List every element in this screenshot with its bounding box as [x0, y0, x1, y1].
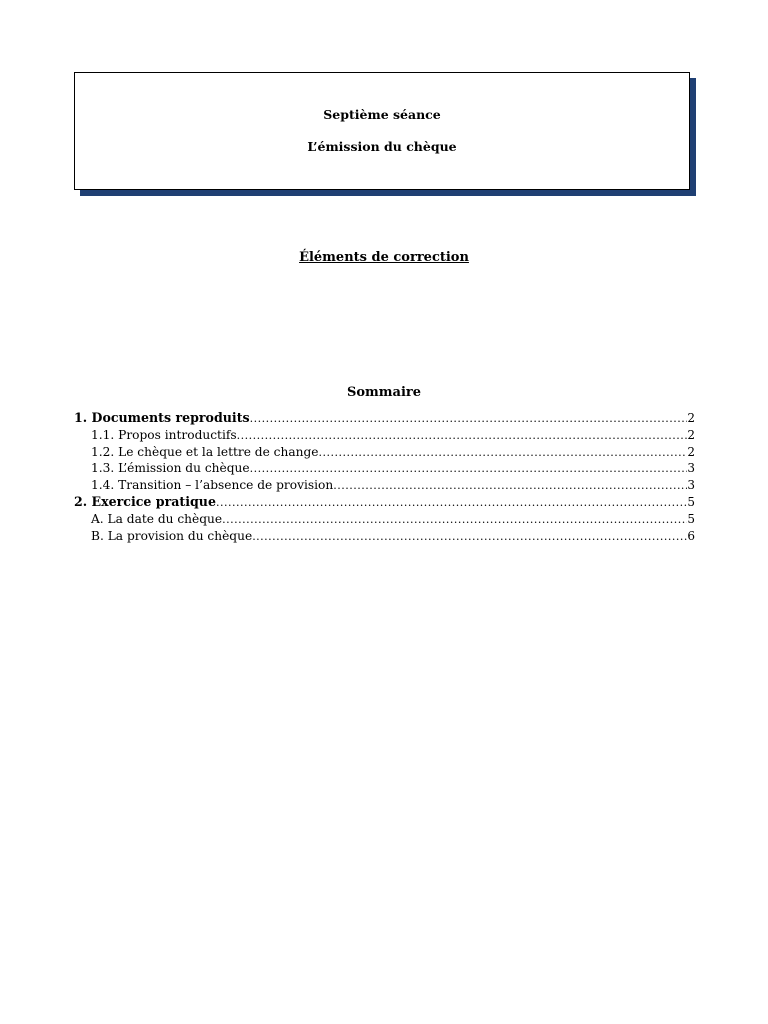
toc-leader-dots [216, 495, 687, 512]
toc-entry-label: 1.4. Transition – l’absence de provision [91, 478, 334, 493]
toc-entry-label: 2. Exercice pratique [74, 493, 216, 509]
correction-heading: Éléments de correction [299, 250, 469, 265]
toc-entry-page: 6 [687, 528, 695, 543]
toc-entry[interactable] [74, 410, 695, 427]
toc-entry[interactable] [74, 477, 695, 494]
toc-entry-page: 2 [687, 411, 695, 425]
toc-entry-label: B. La provision du chèque [91, 528, 253, 543]
toc-entry-page: 3 [687, 478, 695, 493]
title-box-frame [74, 72, 690, 190]
toc-entry[interactable] [74, 528, 695, 545]
toc-entry-page: 3 [687, 461, 695, 476]
document-subject: L’émission du chèque [307, 139, 457, 154]
toc-leader-dots [237, 428, 688, 445]
toc-entry[interactable] [74, 460, 695, 477]
toc-entry-label: 1.3. L’émission du chèque [91, 461, 250, 476]
toc-entry-page: 2 [687, 427, 695, 442]
toc-leader-dots [252, 529, 687, 546]
toc-entry-label: 1.2. Le chèque et la lettre de change [91, 444, 319, 459]
toc-entry[interactable] [74, 511, 695, 528]
toc-leader-dots [250, 461, 688, 478]
toc-entry-page: 2 [687, 444, 695, 459]
toc-leader-dots [318, 445, 687, 462]
toc-entry-label: 1. Documents reproduits [74, 410, 250, 425]
toc-leader-dots [333, 478, 687, 495]
toc-entry-page: 5 [687, 511, 695, 526]
toc-entry[interactable] [74, 427, 695, 444]
session-title: Septième séance [323, 107, 441, 122]
table-of-contents [74, 410, 695, 544]
toc-leader-dots [222, 512, 687, 529]
toc-entry[interactable] [74, 444, 695, 461]
toc-entry[interactable] [74, 494, 695, 511]
toc-entry-label: 1.1. Propos introductifs [91, 427, 237, 442]
toc-entry-page: 5 [687, 494, 695, 509]
title-box [74, 72, 690, 190]
sommaire-heading: Sommaire [346, 385, 422, 400]
toc-leader-dots [250, 411, 688, 428]
toc-entry-label: A. La date du chèque [91, 511, 223, 526]
